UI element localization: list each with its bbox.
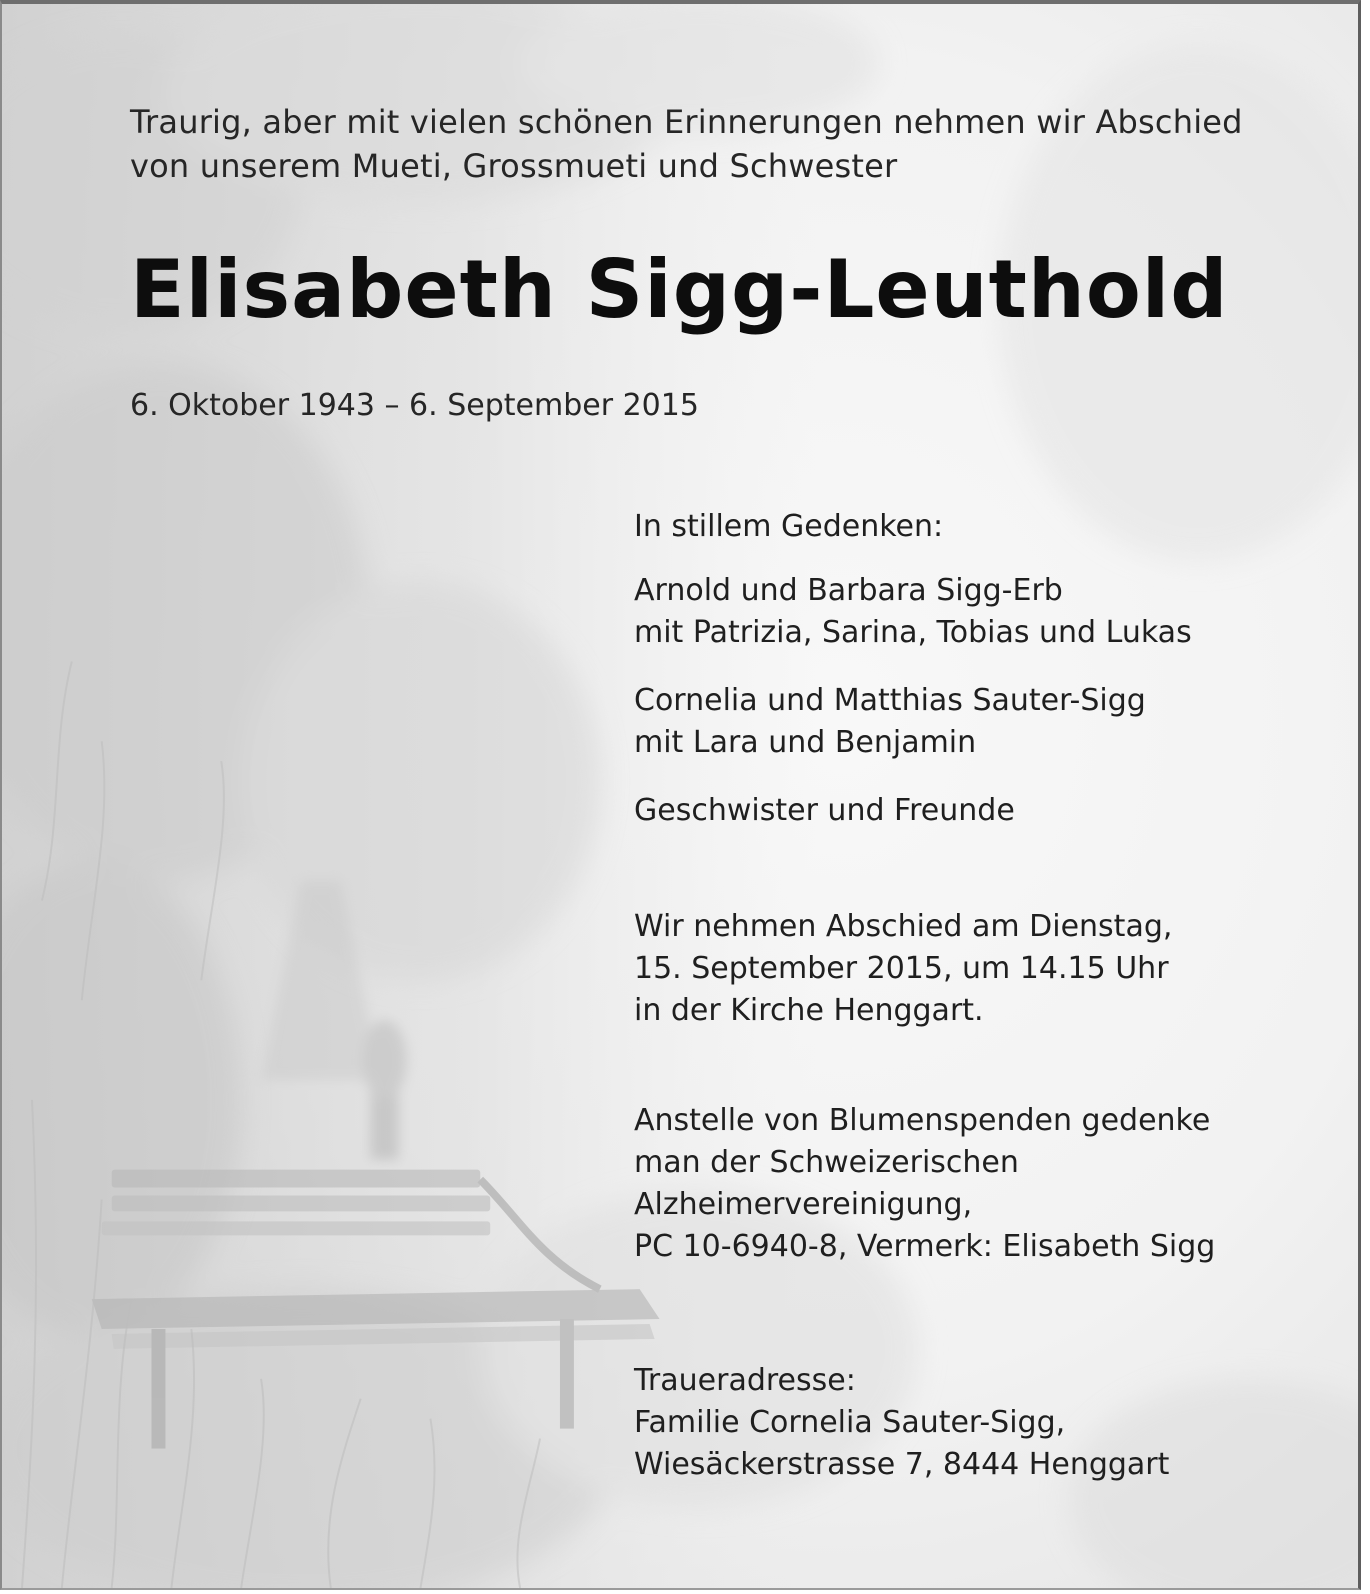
service-line-1: Wir nehmen Abschied am Dienstag, (634, 909, 1173, 944)
intro-line-2: von unserem Mueti, Grossmueti und Schwester (130, 147, 898, 185)
service-info (634, 906, 1172, 1032)
mourners-family-1 (634, 570, 1192, 654)
service-line-2: 15. September 2015, um 14.15 Uhr (634, 951, 1169, 986)
address-heading: Traueradresse: (634, 1363, 856, 1398)
mourners-family-2 (634, 680, 1146, 764)
mourners-others: Geschwister und Freunde (634, 793, 1015, 828)
family-2-line-2: mit Lara und Benjamin (634, 725, 977, 760)
family-2-line-1: Cornelia und Matthias Sauter-Sigg (634, 683, 1146, 718)
family-1-line-1: Arnold und Barbara Sigg-Erb (634, 573, 1063, 608)
donation-info (634, 1100, 1215, 1268)
intro-line-1: Traurig, aber mit vielen schönen Erinnerungen nehmen wir Abschied (130, 103, 1243, 141)
donation-line-1: Anstelle von Blumenspenden gedenke (634, 1103, 1211, 1138)
mourning-address (634, 1360, 1169, 1486)
donation-line-2: man der Schweizerischen (634, 1145, 1019, 1180)
donation-line-3: Alzheimervereinigung, (634, 1187, 973, 1222)
intro-text (130, 100, 1243, 188)
address-line-1: Familie Cornelia Sauter-Sigg, (634, 1405, 1066, 1440)
life-dates: 6. Oktober 1943 – 6. September 2015 (130, 388, 699, 423)
mourners-heading: In stillem Gedenken: (634, 509, 944, 544)
donation-line-4: PC 10-6940-8, Vermerk: Elisabeth Sigg (634, 1229, 1216, 1264)
deceased-name: Elisabeth Sigg-Leuthold (130, 243, 1229, 336)
address-line-2: Wiesäckerstrasse 7, 8444 Henggart (634, 1447, 1170, 1482)
family-1-line-2: mit Patrizia, Sarina, Tobias und Lukas (634, 615, 1192, 650)
service-line-3: in der Kirche Henggart. (634, 993, 984, 1028)
